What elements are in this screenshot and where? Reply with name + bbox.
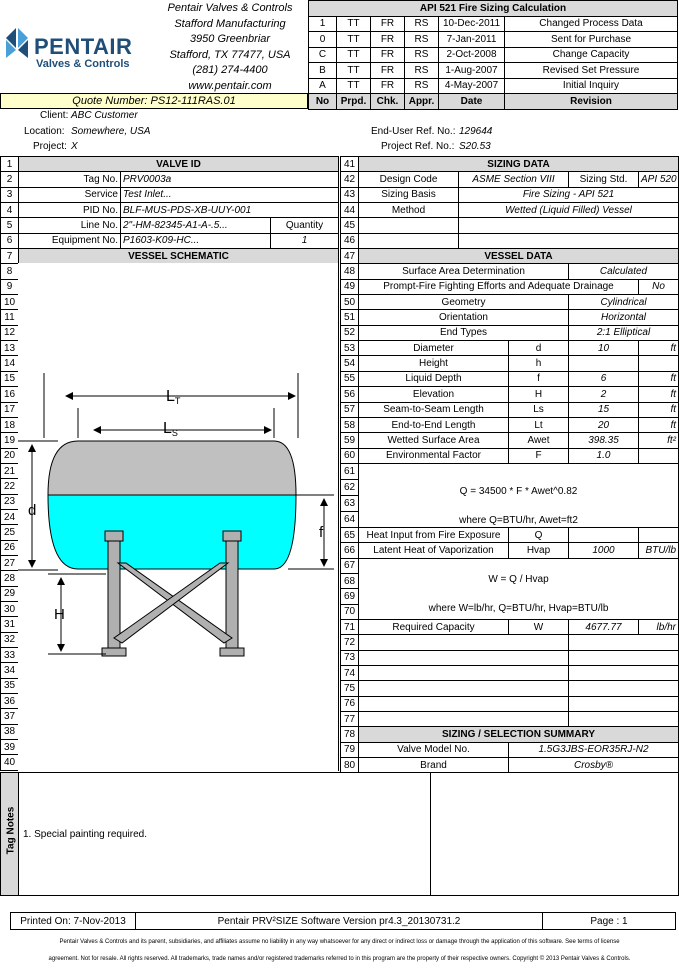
tag-label: Tag No. — [19, 172, 121, 187]
rev-desc: Changed Process Data — [505, 16, 678, 32]
line-value: 2"-HM-82345-A1-A-.5... — [121, 218, 271, 233]
disclaimer-line: Pentair Valves & Controls and its parent, subsidiaries, and affiliates assume no liability in any way whatsoever for any direct or indirect loss or damage through the application of this software. See terms of license — [59, 939, 620, 945]
elevation-symbol: H — [509, 387, 569, 402]
left-grid: 1 VALVE ID 2 Tag No. PRV0003a 3 Service Test Inlet... 4 PID No. BLF-MUS-PDS-XB-UUY-001 5 Line No. 2"-HM-82345-A1-A-.5... Quantity 6 Equipment No. P1603-K09-HC... 1 7 VESSEL SCHEMATIC 8 9 10 11 12 13 14 15 16 17 18 19 20 21 22 23 24 25 26 27 28 29 30 31 32 33 34 35 36 37 38 39 40 — [0, 156, 339, 771]
brand-label: Brand — [359, 758, 509, 773]
seam-length-value: 15 — [569, 402, 639, 417]
company-line: Stafford, TX 77477, USA — [169, 48, 291, 61]
rev-appr: RS — [405, 63, 439, 79]
pid-label: PID No. — [19, 203, 121, 218]
rev-appr: RS — [405, 16, 439, 32]
liquid-depth-symbol: f — [509, 371, 569, 386]
company-line: (281) 274-4400 — [192, 64, 268, 77]
env-factor-unit — [639, 448, 679, 463]
sizing-basis-label: Sizing Basis — [359, 187, 459, 202]
valve-model-value: 1.5G3JBS-EOR35RJ-N2 — [509, 742, 679, 757]
required-capacity-value: 4677.77 — [569, 619, 639, 634]
printed-date: Printed On: 7-Nov-2013 — [11, 913, 136, 930]
footer-table — [10, 912, 676, 930]
company-address — [152, 1, 308, 95]
enduser-label: End-User Ref. No.: — [371, 126, 456, 137]
rev-chk: FR — [371, 78, 405, 94]
wetted-area-label: Wetted Surface Area — [359, 433, 509, 448]
service-value: Test Inlet... — [121, 187, 339, 202]
seam-length-unit: ft — [639, 402, 679, 417]
required-capacity-unit: lb/hr — [639, 619, 679, 634]
revision-row — [309, 47, 678, 63]
rev-appr: RS — [405, 32, 439, 48]
wetted-area-value: 398.35 — [569, 433, 639, 448]
right-grid: 41 SIZING DATA 42 Design Code ASME Section VIII Sizing Std. API 520 43 Sizing Basis Fire Sizing - API 521 44 Method Wetted (Liquid Filled) Vessel 45 46 47 VESSEL DATA 48 Surface Area Determination Calculated 49 Prompt-Fire Fighting Efforts and Adequate Drainage No 50 Geometry Cylindrical 51 Orientation Horizontal 52 End Types 2:1 Elliptical 53 Diameter d 10 ft 54 Height h 55 Liquid Depth f 6 ft 56 Elevation H 2 ft 57 Seam-to-Seam Length Ls 15 ft 58 End-to-End Length Lt 20 ft 59 Wetted Surface Area Awet 398.35 ft² 60 Environmental Factor F 1.0 61 Q = 34500 * F * Awet^0.82 where Q=BTU/hr, Awet=ft2 62 63 64 65 Heat Input from Fire Exposure Q 66 Latent Heat of Vaporization Hvap 1000 BTU/lb 67 W = Q / Hvap where W=lb/hr, Q=BTU/hr, Hvap=BTU/lb 68 69 70 71 Required Capacity W 4677.77 lb/hr 72 73 74 75 76 77 78 SIZING / SELECTION SUMMARY 79 Valve Model No. 1.5G3JBS-EOR35RJ-N2 80 Brand Crosby® — [340, 156, 679, 773]
end-length-unit: ft — [639, 417, 679, 432]
capacity-equation: W = Q / Hvap — [488, 573, 549, 585]
pentair-logo — [2, 28, 152, 78]
notes-divider — [430, 773, 431, 895]
rev-header: Date — [439, 94, 505, 110]
end-types-value: 2:1 Elliptical — [569, 325, 679, 340]
equipment-value: P1603-K09-HC... — [121, 233, 271, 248]
d-label: d — [28, 502, 37, 519]
latent-heat-value: 1000 — [569, 543, 639, 558]
revision-table — [308, 0, 678, 110]
end-types-label: End Types — [359, 325, 569, 340]
tag-notes-label: Tag Notes — [5, 806, 17, 855]
latent-heat-unit: BTU/lb — [639, 543, 679, 558]
wetted-area-symbol: Awet — [509, 433, 569, 448]
revision-row — [309, 16, 678, 32]
horizontal-vessel-diagram — [18, 263, 338, 771]
height-unit — [639, 356, 679, 371]
diameter-label: Diameter — [359, 341, 509, 356]
rev-chk: FR — [371, 63, 405, 79]
rev-date: 10-Dec-2011 — [439, 16, 505, 32]
project-label: Project: — [33, 141, 67, 152]
elevation-value: 2 — [569, 387, 639, 402]
quantity-value: 1 — [271, 233, 339, 248]
company-line: 3950 Greenbriar — [189, 33, 271, 46]
rev-date: 1-Aug-2007 — [439, 63, 505, 79]
end-length-symbol: Lt — [509, 417, 569, 432]
prompt-fire-value: No — [639, 279, 679, 294]
vessel-schematic — [18, 263, 338, 771]
revision-row — [309, 32, 678, 48]
design-code-label: Design Code — [359, 172, 459, 187]
rev-desc: Initial Inquiry — [505, 78, 678, 94]
rev-header: Revision — [505, 94, 678, 110]
rev-chk: FR — [371, 47, 405, 63]
sizing-std-label: Sizing Std. — [569, 172, 639, 187]
client-value: ABC Customer — [71, 110, 138, 121]
projref-value: S20.53 — [459, 141, 491, 152]
tag-notes-label-box — [1, 773, 19, 895]
required-capacity-label: Required Capacity — [359, 619, 509, 634]
orientation-value: Horizontal — [569, 310, 679, 325]
vessel-data-header: VESSEL DATA — [359, 249, 679, 264]
prompt-fire-label: Prompt-Fire Fighting Efforts and Adequate Drainage — [359, 279, 639, 294]
rev-header: No — [309, 94, 337, 110]
ls-label: LS — [163, 420, 178, 438]
page-number: Page : 1 — [543, 913, 676, 930]
rev-prpd: TT — [337, 16, 371, 32]
heat-input-symbol: Q — [509, 527, 569, 542]
client-info — [0, 110, 679, 156]
tag-value: PRV0003a — [121, 172, 339, 187]
location-value: Somewhere, USA — [71, 126, 151, 137]
elevation-label: Elevation — [359, 387, 509, 402]
line-label: Line No. — [19, 218, 121, 233]
latent-heat-symbol: Hvap — [509, 543, 569, 558]
sizing-std-value: API 520 — [639, 172, 679, 187]
valve-model-label: Valve Model No. — [359, 742, 509, 757]
rev-header: Appr. — [405, 94, 439, 110]
diameter-value: 10 — [569, 341, 639, 356]
company-line: www.pentair.com — [188, 79, 272, 92]
method-value: Wetted (Liquid Filled) Vessel — [459, 203, 679, 218]
diameter-symbol: d — [509, 341, 569, 356]
rev-date: 7-Jan-2011 — [439, 32, 505, 48]
rev-date: 2-Oct-2008 — [439, 47, 505, 63]
elevation-unit: ft — [639, 387, 679, 402]
rev-header: Prpd. — [337, 94, 371, 110]
heat-input-value — [569, 527, 639, 542]
heat-equation: Q = 34500 * F * Awet^0.82 — [459, 485, 578, 497]
surface-area-label: Surface Area Determination — [359, 264, 569, 279]
rev-desc: Change Capacity — [505, 47, 678, 63]
geometry-value: Cylindrical — [569, 295, 679, 310]
sizing-basis-value: Fire Sizing - API 521 — [459, 187, 679, 202]
end-length-label: End-to-End Length — [359, 417, 509, 432]
height-label: Height — [359, 356, 509, 371]
revision-row — [309, 63, 678, 79]
latent-heat-label: Latent Heat of Vaporization — [359, 543, 509, 558]
rev-prpd: TT — [337, 63, 371, 79]
sizing-header: SIZING DATA — [359, 157, 679, 172]
client-label: Client: — [40, 110, 69, 121]
rev-chk: FR — [371, 16, 405, 32]
disclaimer — [0, 934, 679, 968]
wetted-area-unit: ft² — [639, 433, 679, 448]
rev-no: C — [309, 47, 337, 63]
rev-date: 4-May-2007 — [439, 78, 505, 94]
height-symbol: h — [509, 356, 569, 371]
enduser-value: 129644 — [459, 126, 493, 137]
method-label: Method — [359, 203, 459, 218]
rev-prpd: TT — [337, 47, 371, 63]
valve-id-header: VALVE ID — [19, 157, 339, 172]
env-factor-value: 1.0 — [569, 448, 639, 463]
rev-no: B — [309, 63, 337, 79]
logo-subtitle: Valves & Controls — [36, 58, 130, 70]
rev-appr: RS — [405, 47, 439, 63]
disclaimer-line: agreement. Not for resale. All rights reserved. All trademarks, trade names and/or registered trademarks referred to in this program are the property of their respective owners. Copyright © 2013 Pentair Valves & Controls. — [48, 956, 631, 962]
quantity-label: Quantity — [271, 218, 339, 233]
orientation-label: Orientation — [359, 310, 569, 325]
rev-header: Chk. — [371, 94, 405, 110]
rev-desc: Sent for Purchase — [505, 32, 678, 48]
rev-desc: Revised Set Pressure — [505, 63, 678, 79]
env-factor-symbol: F — [509, 448, 569, 463]
brand-value: Crosby® — [509, 758, 679, 773]
diameter-unit: ft — [639, 341, 679, 356]
company-line: Pentair Valves & Controls — [167, 2, 293, 14]
company-line: Stafford Manufacturing — [174, 17, 286, 30]
revision-row — [309, 78, 678, 94]
project-value: X — [71, 141, 78, 152]
summary-header: SIZING / SELECTION SUMMARY — [359, 727, 679, 742]
required-capacity-symbol: W — [509, 619, 569, 634]
software-version: Pentair PRV²SIZE Software Version pr4.3_20130731.2 — [136, 913, 543, 930]
rev-appr: RS — [405, 78, 439, 94]
rev-prpd: TT — [337, 32, 371, 48]
capacity-equation-units: where W=lb/hr, Q=BTU/hr, Hvap=BTU/lb — [428, 602, 609, 614]
end-length-value: 20 — [569, 417, 639, 432]
surface-area-value: Calculated — [569, 264, 679, 279]
rev-no: 0 — [309, 32, 337, 48]
location-label: Location: — [24, 126, 65, 137]
equipment-label: Equipment No. — [19, 233, 121, 248]
rev-no: A — [309, 78, 337, 94]
revision-title: API 521 Fire Sizing Calculation — [309, 1, 678, 17]
env-factor-label: Environmental Factor — [359, 448, 509, 463]
rev-prpd: TT — [337, 78, 371, 94]
lt-label: LT — [166, 388, 181, 406]
height-value — [569, 356, 639, 371]
projref-label: Project Ref. No.: — [381, 141, 455, 152]
pid-value: BLF-MUS-PDS-XB-UUY-001 — [121, 203, 339, 218]
logo-wordmark: PENTAIR — [34, 34, 133, 59]
heat-equation-units: where Q=BTU/hr, Awet=ft2 — [459, 514, 578, 526]
schematic-header: VESSEL SCHEMATIC — [19, 249, 339, 264]
design-code-value: ASME Section VIII — [459, 172, 569, 187]
f-label: f — [319, 524, 324, 541]
seam-length-label: Seam-to-Seam Length — [359, 402, 509, 417]
heat-input-label: Heat Input from Fire Exposure — [359, 527, 509, 542]
quote-number: Quote Number: PS12-111RAS.01 — [0, 93, 308, 109]
liquid-depth-value: 6 — [569, 371, 639, 386]
h-label: H — [54, 606, 65, 623]
seam-length-symbol: Ls — [509, 402, 569, 417]
rev-no: 1 — [309, 16, 337, 32]
tag-notes-text: 1. Special painting required. — [23, 829, 147, 840]
tag-notes-section — [0, 772, 679, 896]
service-label: Service — [19, 187, 121, 202]
geometry-label: Geometry — [359, 295, 569, 310]
rev-chk: FR — [371, 32, 405, 48]
liquid-depth-unit: ft — [639, 371, 679, 386]
liquid-depth-label: Liquid Depth — [359, 371, 509, 386]
